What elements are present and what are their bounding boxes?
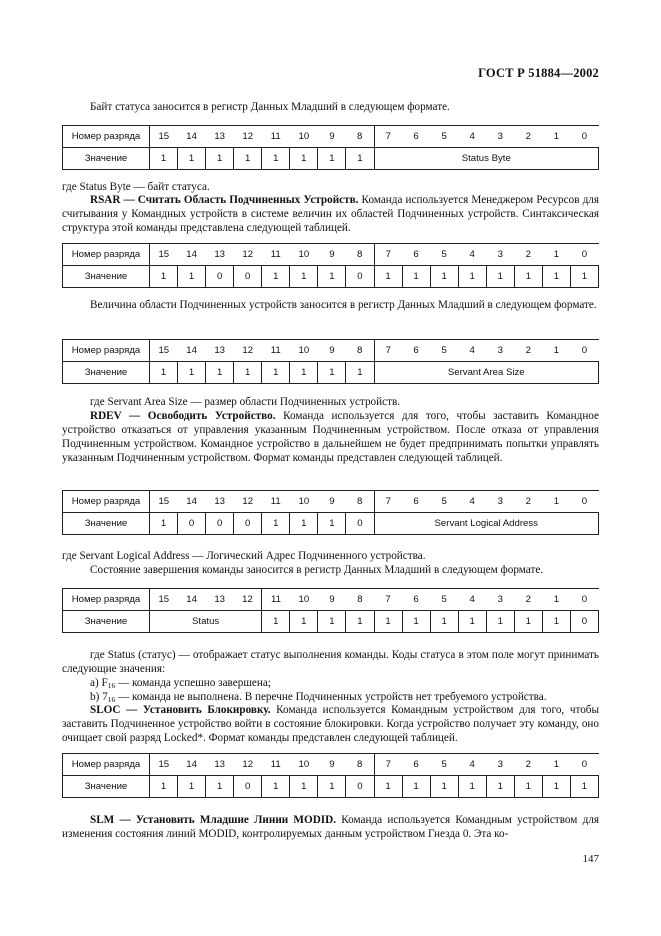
bit-cell: 14 [178,126,206,148]
bit-cell: 13 [206,589,234,611]
bit-cell: 13 [206,340,234,362]
table-row-values [63,513,599,535]
bit-cell: 15 [150,491,178,513]
paragraph-slm [62,813,599,841]
value-cell: 1 [542,776,570,798]
command-desc-rdev: Команда используется для того, чтобы заставить Командное устройство отказаться от управления указанным Подчиненным устройством. После отказа от управления Подчиненным устройством. Командное устройство в дальнейшем не будет предпринимать попытки управлять указанным Подчиненным устройством. Формат команды представлен следующей таблицей. [62,410,599,464]
bit-cell: 10 [290,589,318,611]
bit-cell: 6 [402,491,430,513]
table-rsar [62,243,599,288]
value-cell: 1 [430,776,458,798]
bit-cell: 7 [374,244,402,266]
row-label-value: Значение [63,362,150,384]
bit-cell: 7 [374,754,402,776]
bit-cell: 1 [542,340,570,362]
value-cell: 0 [570,611,598,633]
value-cell: 1 [486,611,514,633]
table-row-values [63,611,599,633]
bit-cell: 13 [206,244,234,266]
bit-cell: 5 [430,754,458,776]
row-label-bit: Номер разряда [63,126,150,148]
command-title-rsar: RSAR — Считать Область Подчиненных Устройств. [90,194,359,206]
value-cell: 1 [318,362,346,384]
paragraph-completion-status: Состояние завершения команды заносится в регистр Данных Младший в следующем формате. [90,564,544,576]
bit-cell: 8 [346,126,374,148]
list-item-text: b) 7 [90,691,108,703]
bit-cell: 4 [458,126,486,148]
value-cell: 1 [234,148,262,170]
value-cell: 1 [262,266,290,288]
bit-cell: 14 [178,491,206,513]
bit-cell: 14 [178,340,206,362]
value-cell: 1 [178,148,206,170]
value-cell: 1 [290,776,318,798]
bit-cell: 3 [486,754,514,776]
bit-cell: 10 [290,340,318,362]
bit-cell: 11 [262,126,290,148]
bit-cell: 13 [206,126,234,148]
bit-cell: 1 [542,491,570,513]
bit-cell: 4 [458,491,486,513]
value-cell: 1 [570,266,598,288]
bit-cell: 15 [150,340,178,362]
field-cell: Status [150,611,262,633]
bit-cell: 12 [234,754,262,776]
value-cell: 1 [346,148,374,170]
bit-cell: 6 [402,244,430,266]
value-cell: 1 [374,776,402,798]
value-cell: 0 [346,776,374,798]
value-cell: 1 [206,148,234,170]
value-cell: 1 [486,776,514,798]
table-row-bits [63,589,599,611]
bit-cell: 7 [374,340,402,362]
value-cell: 1 [178,266,206,288]
list-item-text: a) F [90,677,108,689]
bit-cell: 12 [234,491,262,513]
bit-cell: 11 [262,754,290,776]
bit-cell: 12 [234,126,262,148]
value-cell: 0 [178,513,206,535]
bit-cell: 11 [262,340,290,362]
paragraph-rdev [62,409,599,465]
bit-cell: 8 [346,340,374,362]
command-title-sloc: SLOC — Установить Блокировку. [90,704,271,716]
value-cell: 1 [318,776,346,798]
value-cell: 1 [430,611,458,633]
bit-cell: 4 [458,340,486,362]
command-desc-rsar: Команда используется Менеджером Ресурсов для считывания у Командных устройств в системе величин их областей Подчиненных устройств. Синтаксическая структура этой команды представлена следующей таблицей. [62,194,599,234]
table-rdev [62,490,599,535]
command-title-rdev: RDEV — Освободить Устройство. [90,410,276,422]
paragraph-area-size-def: где Servant Area Size — размер области Подчиненных устройств. [90,396,401,408]
bit-cell: 12 [234,244,262,266]
row-label-value: Значение [63,148,150,170]
paragraph-area-size: Величина области Подчиненных устройств заносится в регистр Данных Младший в следующем формате. [90,299,597,311]
bit-cell: 10 [290,244,318,266]
value-cell: 1 [150,776,178,798]
bit-cell: 14 [178,244,206,266]
value-cell: 1 [514,776,542,798]
value-cell: 1 [402,776,430,798]
list-item-status-f [62,676,599,690]
bit-cell: 11 [262,589,290,611]
value-cell: 1 [290,611,318,633]
bit-cell: 4 [458,754,486,776]
table-row-bits [63,340,599,362]
bit-cell: 0 [570,754,598,776]
row-label-value: Значение [63,513,150,535]
value-cell: 1 [458,776,486,798]
bit-cell: 2 [514,126,542,148]
bit-cell: 1 [542,244,570,266]
value-cell: 1 [206,776,234,798]
value-cell: 1 [542,266,570,288]
bit-cell: 12 [234,340,262,362]
row-label-value: Значение [63,776,150,798]
bit-cell: 5 [430,589,458,611]
value-cell: 1 [150,148,178,170]
bit-cell: 15 [150,754,178,776]
bit-cell: 15 [150,244,178,266]
bit-cell: 1 [542,754,570,776]
bit-cell: 5 [430,244,458,266]
bit-cell: 7 [374,126,402,148]
value-cell: 0 [206,513,234,535]
value-cell: 1 [570,776,598,798]
bit-cell: 6 [402,340,430,362]
table-rdev-status [62,588,599,633]
document-header: ГОСТ Р 51884—2002 [478,66,599,80]
table-row-bits [63,754,599,776]
bit-cell: 0 [570,491,598,513]
row-label-value: Значение [63,266,150,288]
bit-cell: 0 [570,589,598,611]
value-cell: 1 [150,362,178,384]
value-cell: 0 [234,776,262,798]
row-label-bit: Номер разряда [63,244,150,266]
bit-cell: 8 [346,589,374,611]
value-cell: 1 [234,362,262,384]
value-cell: 1 [262,513,290,535]
value-cell: 1 [206,362,234,384]
field-cell: Servant Logical Address [374,513,599,535]
bit-cell: 2 [514,244,542,266]
value-cell: 1 [318,148,346,170]
bit-cell: 13 [206,491,234,513]
value-cell: 1 [374,266,402,288]
bit-cell: 9 [318,491,346,513]
value-cell: 1 [346,362,374,384]
paragraph-status-codes: где Status (статус) — отображает статус выполнения команды. Коды статуса в этом поле могут принимать следующие значения: [62,649,599,675]
list-item-text: — команда успешно завершена; [115,677,271,689]
value-cell: 1 [150,513,178,535]
table-row-values [63,776,599,798]
value-cell: 1 [402,611,430,633]
row-label-bit: Номер разряда [63,491,150,513]
bit-cell: 3 [486,589,514,611]
bit-cell: 15 [150,589,178,611]
bit-cell: 3 [486,491,514,513]
subscript: 16 [107,681,116,690]
value-cell: 1 [318,611,346,633]
bit-cell: 10 [290,754,318,776]
value-cell: 1 [402,266,430,288]
bit-cell: 12 [234,589,262,611]
paragraph-rsar [62,193,599,235]
table-row-values [63,362,599,384]
bit-cell: 4 [458,589,486,611]
value-cell: 1 [262,148,290,170]
bit-cell: 9 [318,589,346,611]
bit-cell: 11 [262,491,290,513]
bit-cell: 8 [346,754,374,776]
row-label-bit: Номер разряда [63,754,150,776]
value-cell: 1 [318,266,346,288]
bit-cell: 1 [542,126,570,148]
value-cell: 1 [262,611,290,633]
value-cell: 0 [234,266,262,288]
bit-cell: 2 [514,589,542,611]
bit-cell: 4 [458,244,486,266]
command-desc-slm: Команда используется Командным устройством для изменения состояния линий MODID, контролируемых данным устройством Гнезда 0. Эта ко- [62,814,599,840]
bit-cell: 9 [318,244,346,266]
table-row-values [63,266,599,288]
value-cell: 1 [346,611,374,633]
bit-cell: 5 [430,340,458,362]
bit-cell: 2 [514,340,542,362]
row-label-bit: Номер разряда [63,589,150,611]
value-cell: 0 [206,266,234,288]
value-cell: 1 [290,362,318,384]
bit-cell: 9 [318,340,346,362]
list-item-text: — команда не выполнена. В перечне Подчиненных устройств нет требуемого устройства. [115,691,547,703]
bit-cell: 6 [402,126,430,148]
bit-cell: 3 [486,126,514,148]
bit-cell: 7 [374,491,402,513]
bit-cell: 6 [402,754,430,776]
paragraph-sloc [62,703,599,745]
bit-cell: 11 [262,244,290,266]
bit-cell: 6 [402,589,430,611]
bit-cell: 5 [430,491,458,513]
bit-cell: 0 [570,126,598,148]
command-title-slm: SLM — Установить Младшие Линии MODID. [90,814,336,826]
value-cell: 1 [262,776,290,798]
page-number: 147 [582,853,599,865]
bit-cell: 8 [346,244,374,266]
bit-cell: 2 [514,754,542,776]
bit-cell: 7 [374,589,402,611]
table-area-size [62,339,599,384]
bit-cell: 15 [150,126,178,148]
table-row-bits [63,491,599,513]
value-cell: 1 [290,148,318,170]
value-cell: 0 [346,513,374,535]
value-cell: 1 [178,776,206,798]
field-cell: Status Byte [374,148,599,170]
value-cell: 1 [290,266,318,288]
subscript: 16 [107,695,116,704]
value-cell: 0 [234,513,262,535]
value-cell: 1 [514,266,542,288]
row-label-bit: Номер разряда [63,340,150,362]
table-sloc [62,753,599,798]
bit-cell: 2 [514,491,542,513]
value-cell: 1 [318,513,346,535]
bit-cell: 0 [570,340,598,362]
table-row-values [63,148,599,170]
bit-cell: 3 [486,244,514,266]
value-cell: 1 [430,266,458,288]
bit-cell: 0 [570,244,598,266]
list-item-status-7 [62,690,599,704]
bit-cell: 8 [346,491,374,513]
value-cell: 1 [514,611,542,633]
value-cell: 1 [178,362,206,384]
bit-cell: 1 [542,589,570,611]
bit-cell: 5 [430,126,458,148]
value-cell: 1 [150,266,178,288]
command-desc-sloc: Команда используется Командным устройством для того, чтобы заставить Подчиненное устройство войти в состояние блокировки. Когда устройство получает эту команду, оно очищает свой разряд Locked*. Формат команды представлен следующей таблицей. [62,704,600,744]
paragraph-logical-address-def: где Servant Logical Address — Логический Адрес Подчиненного устройства. [62,550,426,562]
bit-cell: 14 [178,589,206,611]
value-cell: 1 [374,611,402,633]
value-cell: 1 [542,611,570,633]
table-row-bits [63,126,599,148]
bit-cell: 9 [318,126,346,148]
value-cell: 1 [290,513,318,535]
bit-cell: 3 [486,340,514,362]
bit-cell: 9 [318,754,346,776]
value-cell: 1 [486,266,514,288]
row-label-value: Значение [63,611,150,633]
bit-cell: 10 [290,491,318,513]
value-cell: 0 [346,266,374,288]
paragraph-status-byte: Байт статуса заносится в регистр Данных Младший в следующем формате. [90,101,450,113]
table-status-byte [62,125,599,170]
value-cell: 1 [458,266,486,288]
paragraph-status-byte-def: где Status Byte — байт статуса. [62,181,210,193]
bit-cell: 10 [290,126,318,148]
bit-cell: 13 [206,754,234,776]
value-cell: 1 [458,611,486,633]
field-cell: Servant Area Size [374,362,599,384]
bit-cell: 14 [178,754,206,776]
table-row-bits [63,244,599,266]
value-cell: 1 [262,362,290,384]
